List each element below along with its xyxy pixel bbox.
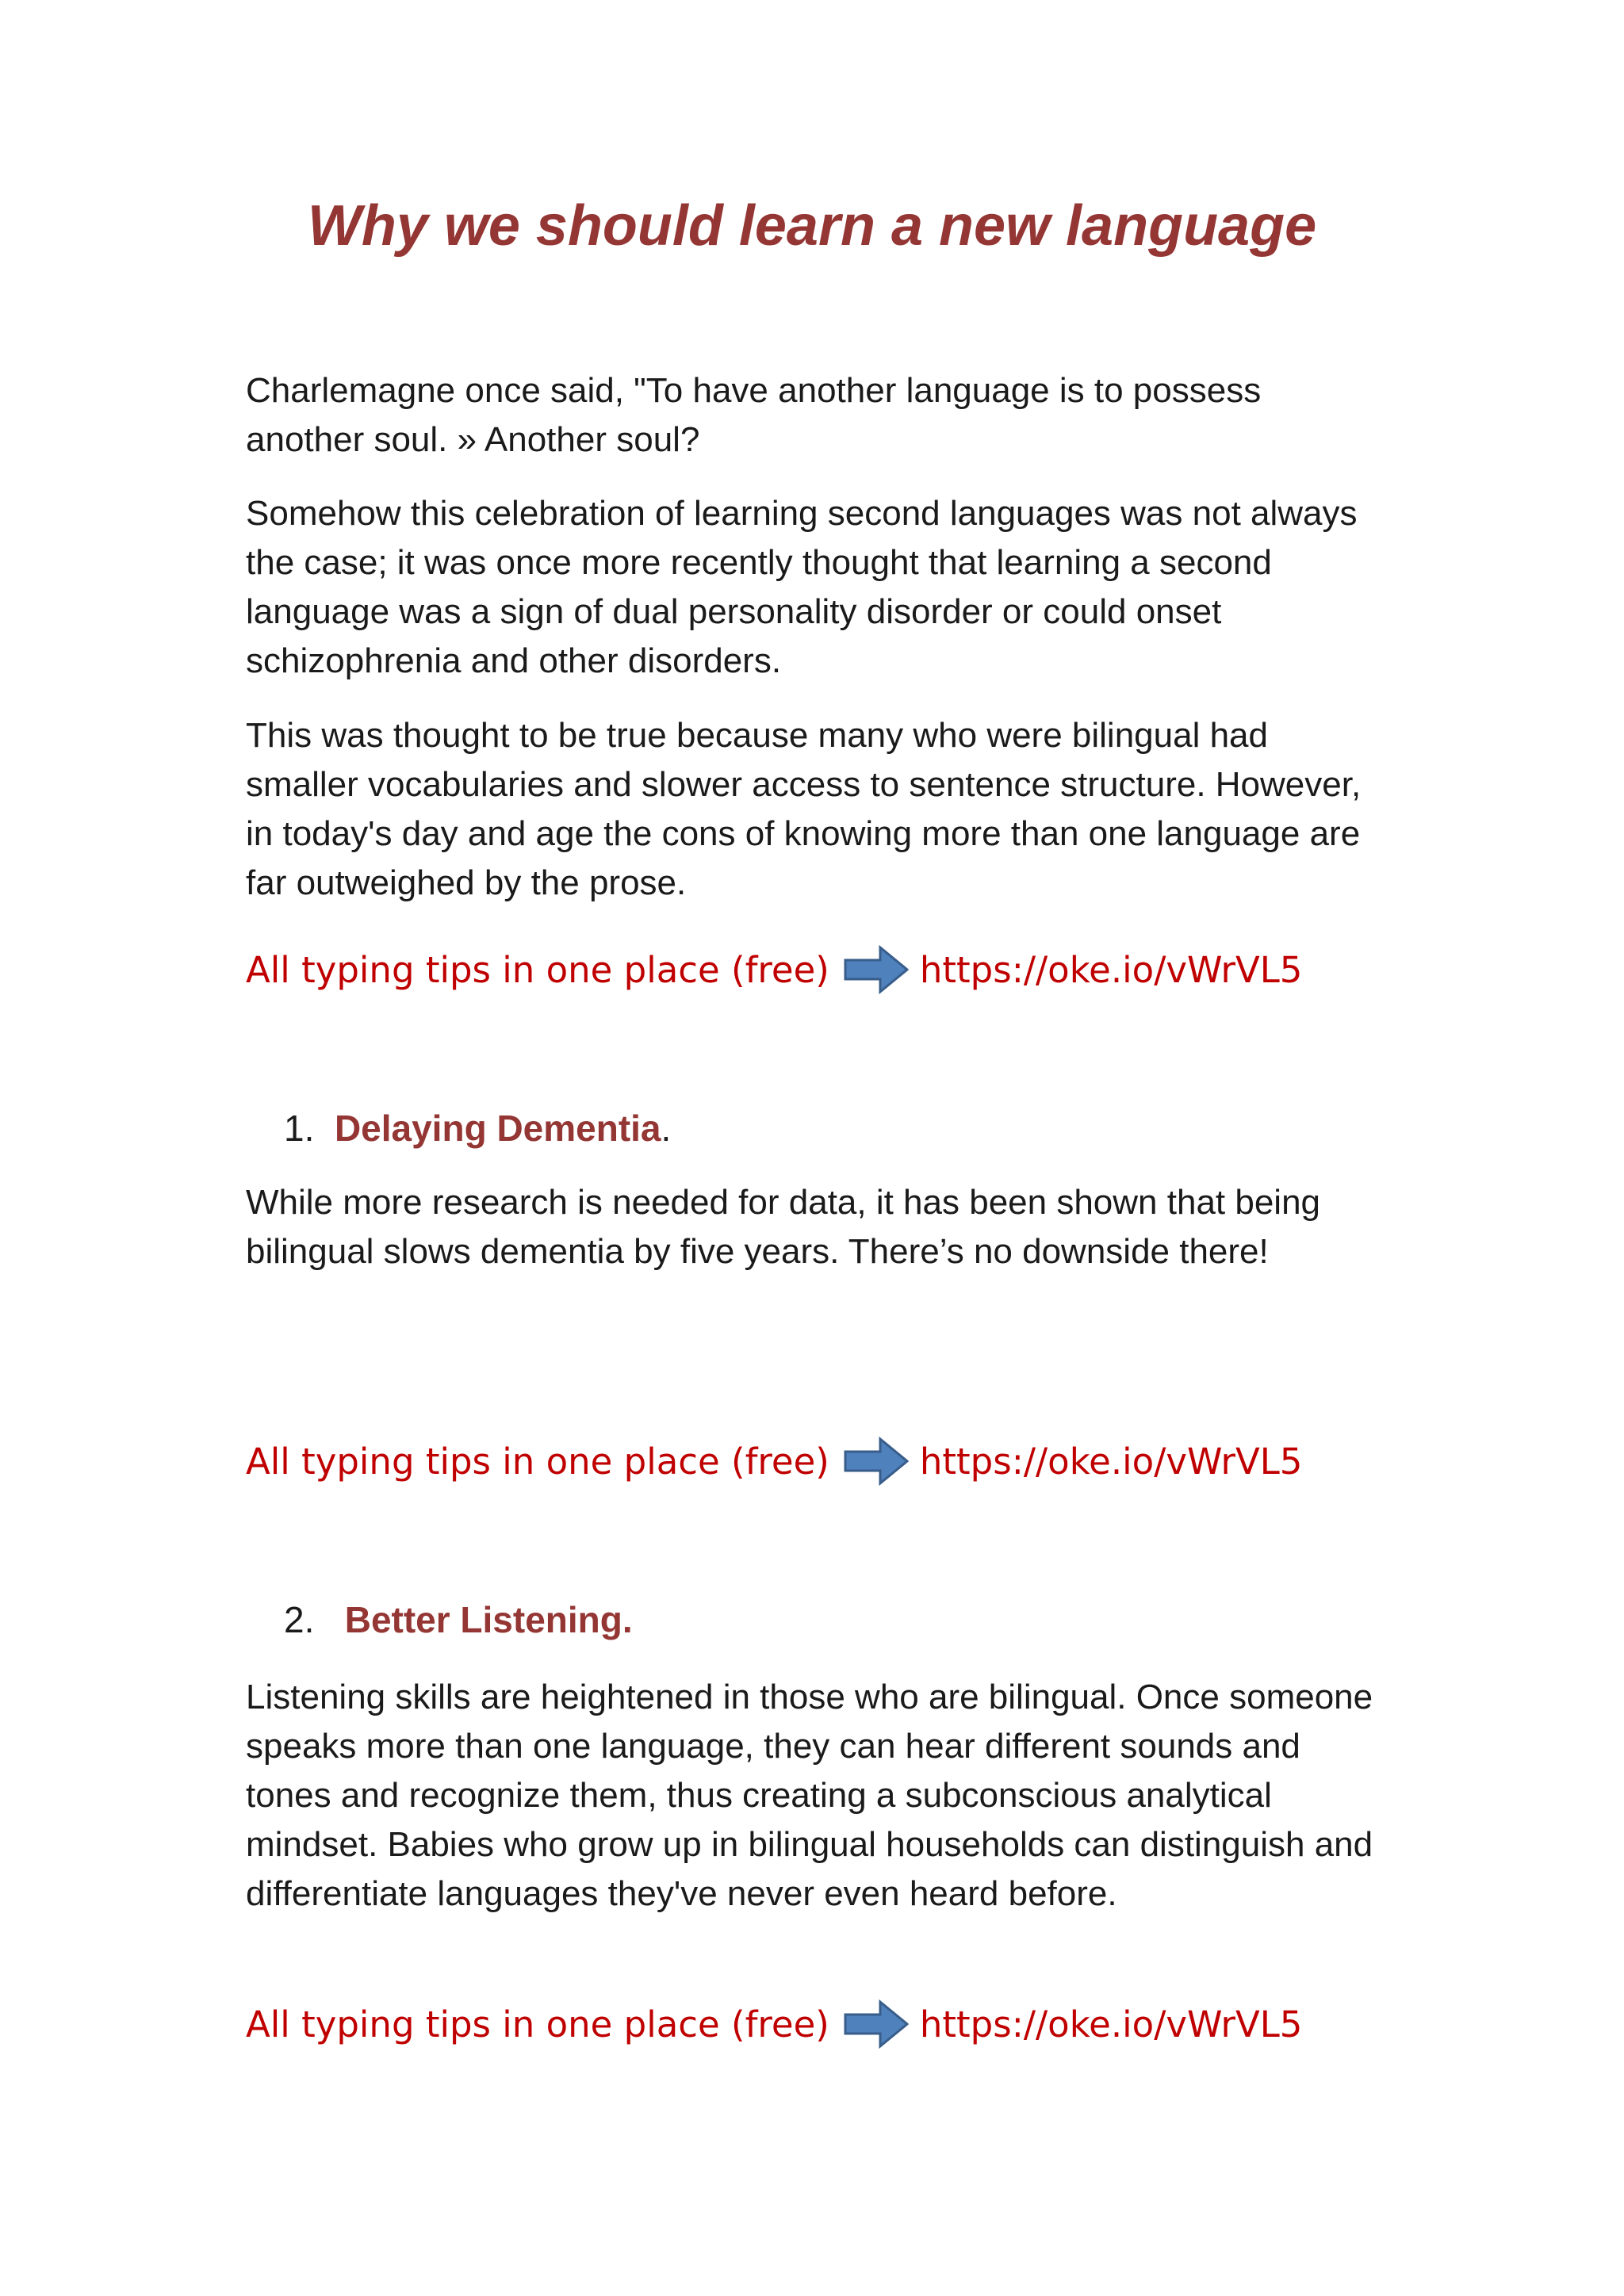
promo-text: All typing tips in one place (free) — [246, 948, 829, 991]
promo-line-2 — [246, 1433, 1302, 1489]
section-heading-1 — [284, 1104, 671, 1153]
section-title: Delaying Dementia — [334, 1108, 661, 1149]
page-title: Why we should learn a new language — [307, 194, 1317, 258]
promo-text: All typing tips in one place (free) — [246, 1440, 829, 1483]
intro-paragraph-1: Charlemagne once said, "To have another language is to possess another soul. » Another soul? — [246, 371, 1262, 459]
intro-paragraph-2: Somehow this celebration of learning second languages was not always the case; it was once more recently thought that learning a second language was a sign of dual personality disorder or could onset schizophrenia and other disorders. — [246, 494, 1358, 680]
section-body-1: While more research is needed for data, it has been shown that being bilingual slows dementia by five years. There’s no downside there! — [246, 1183, 1321, 1271]
section-title: Better Listening. — [344, 1599, 633, 1640]
section-body-2: Listening skills are heightened in those who are bilingual. Once someone speaks more than one language, they can hear different sounds and tones and recognize them, thus creating a subconscious analytical mindset. Babies who grow up in bilingual households can distinguish and differentiate languages they've never even heard before. — [246, 1678, 1373, 1913]
section-title-suffix: . — [661, 1108, 672, 1149]
section-number: 1. — [284, 1108, 315, 1149]
section-number: 2. — [284, 1599, 315, 1640]
promo-link[interactable]: https://oke.io/vWrVL5 — [919, 948, 1303, 991]
promo-text: All typing tips in one place (free) — [246, 2003, 829, 2045]
promo-link[interactable]: https://oke.io/vWrVL5 — [919, 2003, 1303, 2045]
promo-line-3 — [246, 1996, 1302, 2052]
intro-paragraph-3: This was thought to be true because many who were bilingual had smaller vocabularies and slower access to sentence structure. However, in today's day and age the cons of knowing more than one language are far outweighed by the prose. — [246, 716, 1362, 902]
right-arrow-icon — [844, 1999, 909, 2049]
promo-link[interactable]: https://oke.io/vWrVL5 — [919, 1440, 1303, 1483]
right-arrow-icon — [844, 1436, 909, 1487]
promo-line-1 — [246, 942, 1302, 997]
right-arrow-icon — [844, 944, 909, 995]
section-heading-2 — [284, 1595, 633, 1644]
